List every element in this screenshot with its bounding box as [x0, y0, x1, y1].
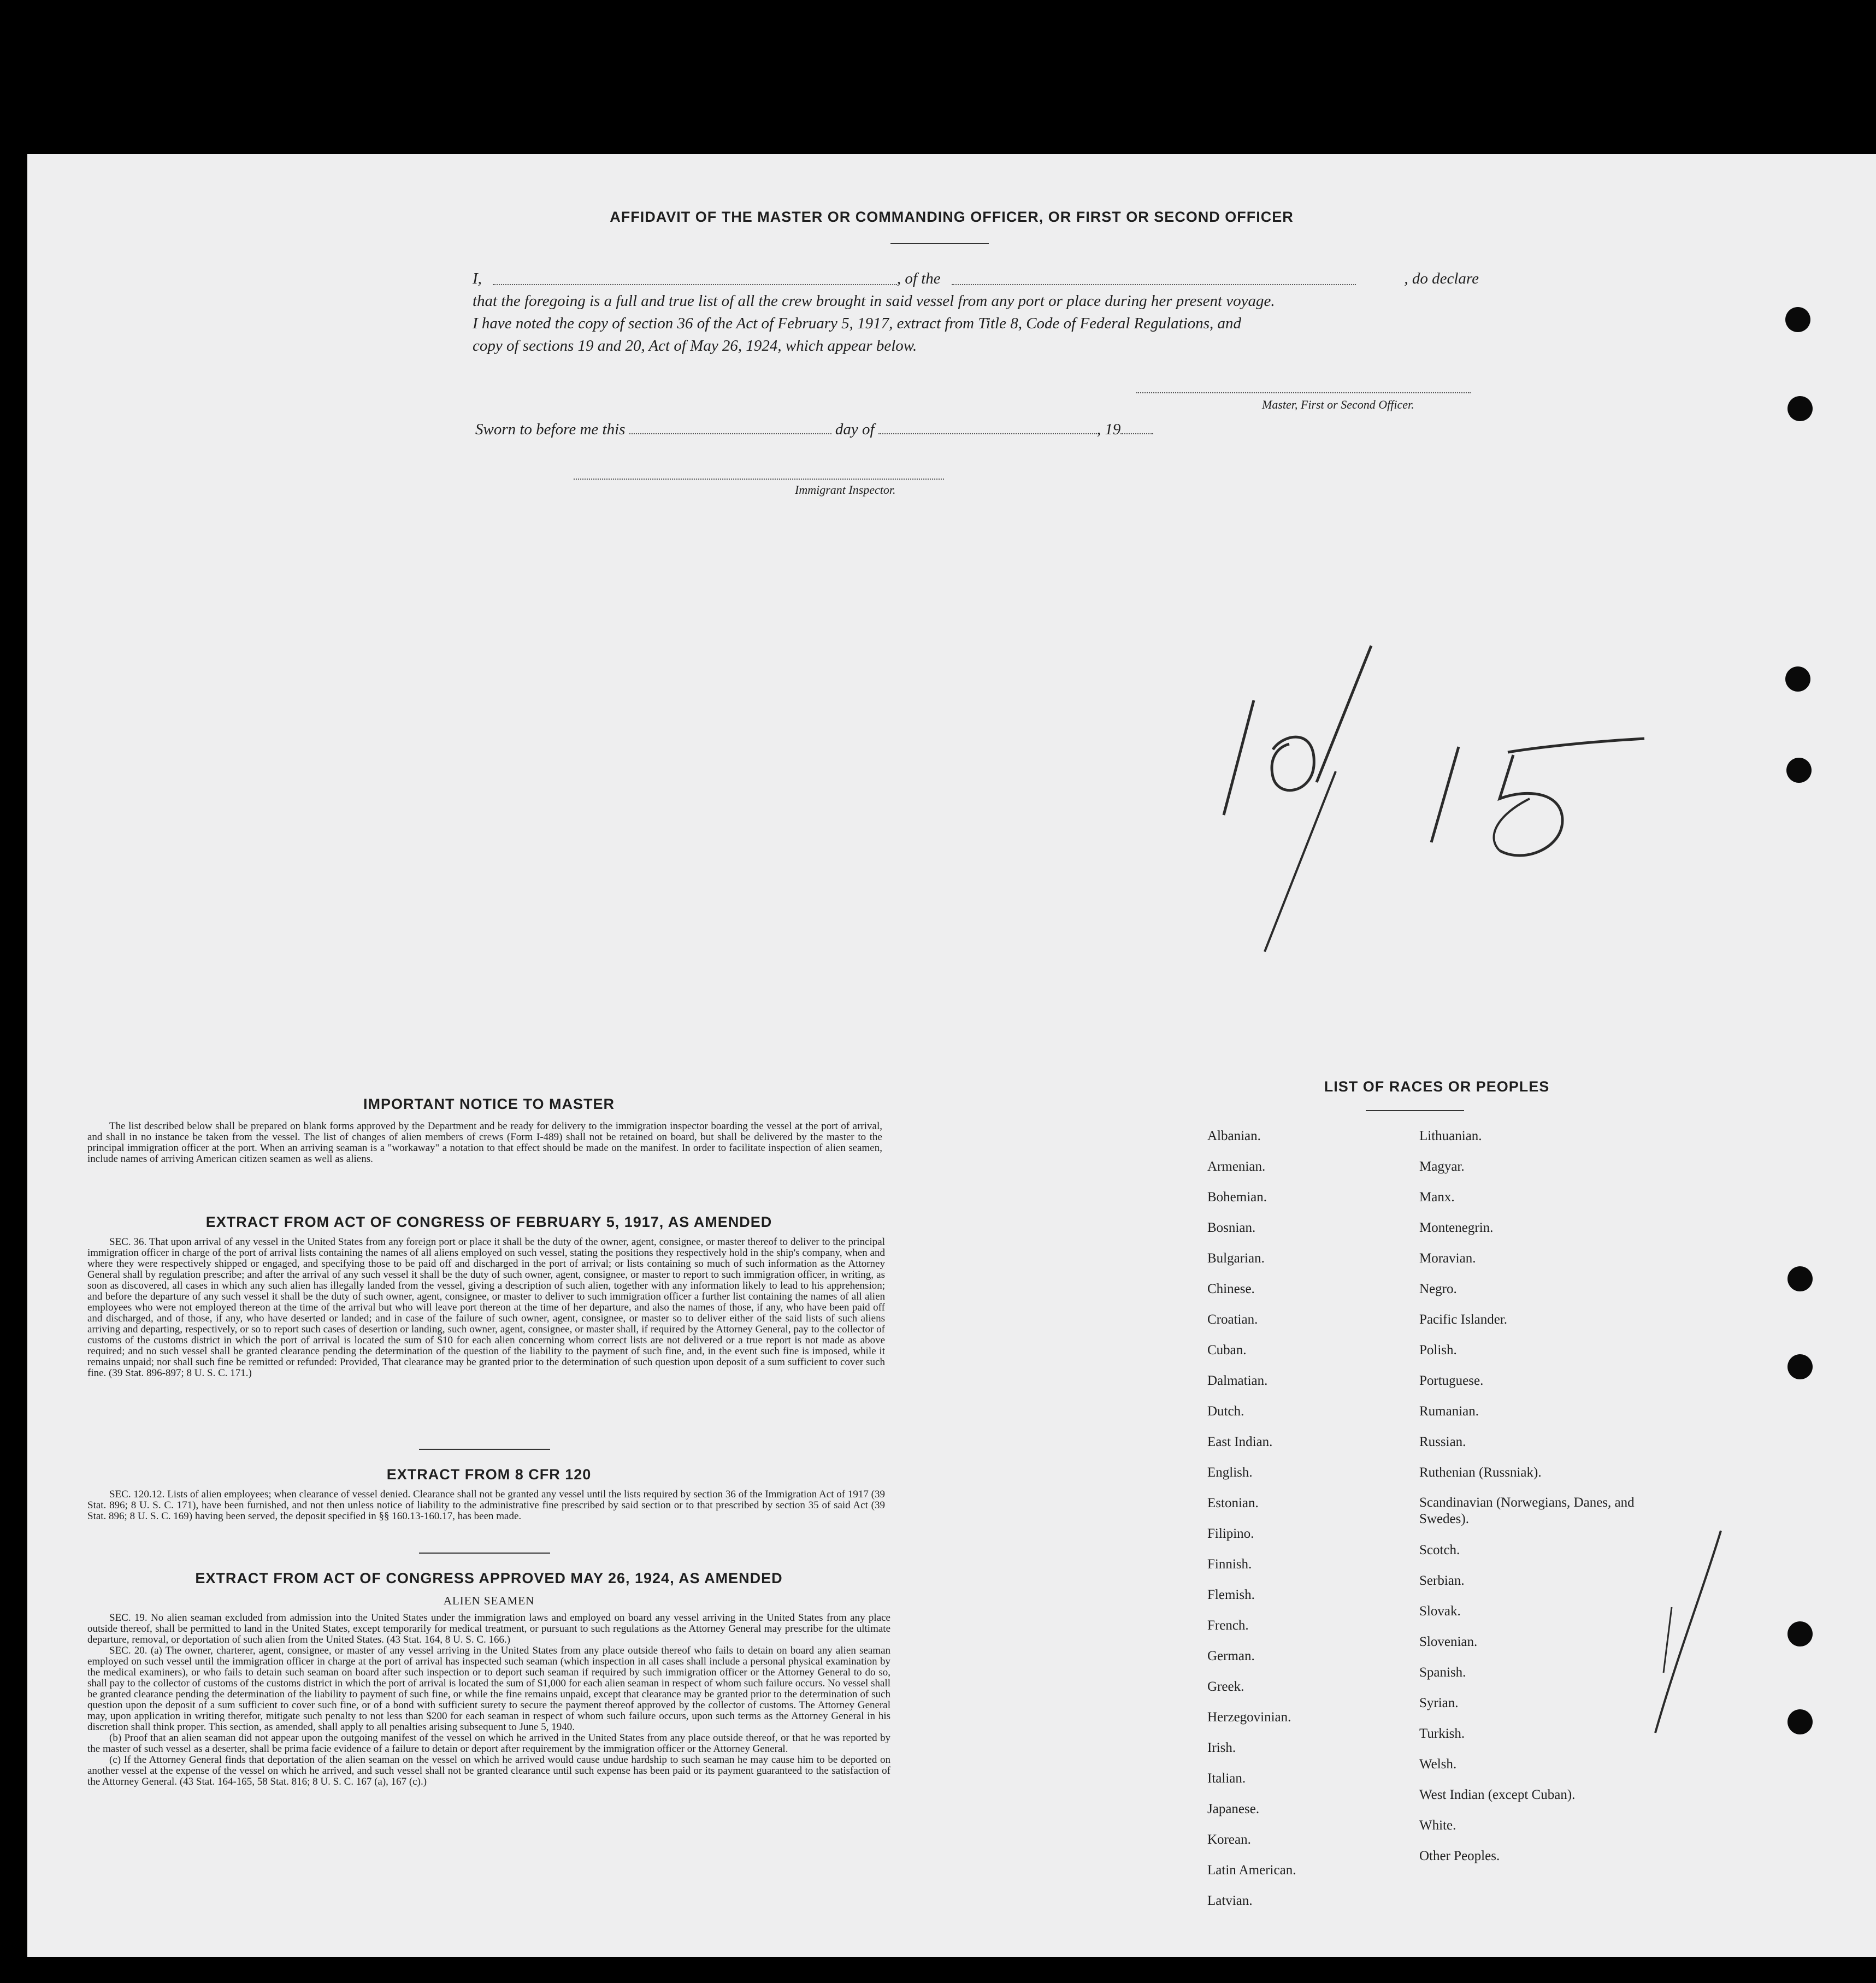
race-item: Armenian.	[1207, 1159, 1266, 1174]
declarant-prefix: I,	[473, 270, 482, 287]
affidavit-line-1	[473, 268, 1479, 290]
handwritten-mark-stroke	[1633, 1520, 1743, 1749]
affidavit-text	[473, 268, 1479, 357]
race-item: Slovenian.	[1419, 1634, 1478, 1649]
race-item: Japanese.	[1207, 1802, 1260, 1816]
divider-2	[419, 1553, 550, 1554]
race-item: Latvian.	[1207, 1893, 1253, 1908]
extract-1924-title: EXTRACT FROM ACT OF CONGRESS APPROVED MAY 26, 1924, AS AMENDED	[195, 1570, 783, 1586]
races-rule	[1366, 1110, 1464, 1111]
race-item: French.	[1207, 1618, 1249, 1633]
race-item: Flemish.	[1207, 1587, 1255, 1602]
race-item: Spanish.	[1419, 1665, 1466, 1680]
race-item: Dalmatian.	[1207, 1373, 1268, 1388]
vessel-name-field[interactable]	[952, 268, 1356, 285]
race-item: Rumanian.	[1419, 1404, 1479, 1419]
notice-title: IMPORTANT NOTICE TO MASTER	[363, 1096, 615, 1112]
race-item: West Indian (except Cuban).	[1419, 1787, 1576, 1802]
race-item: Chinese.	[1207, 1282, 1255, 1296]
extract-cfr-title: EXTRACT FROM 8 CFR 120	[386, 1466, 592, 1483]
race-item: Turkish.	[1419, 1726, 1465, 1741]
race-item: Croatian.	[1207, 1312, 1258, 1327]
year-prefix-text: , 19	[1096, 421, 1121, 438]
race-item: Scandinavian (Norwegians, Danes, and Swedes).	[1419, 1495, 1635, 1526]
race-item: Bosnian.	[1207, 1220, 1256, 1235]
race-item: Greek.	[1207, 1679, 1244, 1694]
punch-hole	[1786, 758, 1812, 783]
race-item: German.	[1207, 1649, 1255, 1663]
race-item: Montenegrin.	[1419, 1220, 1494, 1235]
punch-hole	[1787, 1354, 1813, 1379]
punch-hole	[1787, 1266, 1813, 1291]
affidavit-line-4: copy of sections 19 and 20, Act of May 26, 1924, which appear below.	[473, 337, 917, 355]
race-item: Bulgarian.	[1207, 1251, 1265, 1266]
race-item: Finnish.	[1207, 1557, 1252, 1572]
race-item: Albanian.	[1207, 1129, 1261, 1143]
race-item: Scotch.	[1419, 1543, 1460, 1557]
race-item: Irish.	[1207, 1740, 1236, 1755]
extract-1917-title: EXTRACT FROM ACT OF CONGRESS OF FEBRUARY 5, 1917, AS AMENDED	[205, 1214, 772, 1230]
race-item: Welsh.	[1419, 1757, 1457, 1772]
form-sheet	[27, 154, 1876, 1957]
race-item: Filipino.	[1207, 1526, 1254, 1541]
race-item: Moravian.	[1419, 1251, 1476, 1266]
extract-1917-body: SEC. 36. That upon arrival of any vessel in the United States from any foreign port or place it shall be the duty of the owner, agent, consignee, or master thereof to deliver to the principal immigration officer in charge of the port of arrival lists containing the names of all aliens employed on such vessel, stating the positions they respectively hold in the ship's company, when and where they were respectively shipped or engaged, and specifying those to be paid off and discharged in the port of arrival; or lists containing so much of such information as the Attorney General shall by regulation prescribe; and after the arrival of any such vessel it shall be the duty of such owner, agent, consignee, or master to report to such immigration officer, in writing, as soon as discovered, all cases in which any such alien has illegally landed from the vessel, giving a description of such alien, together with any information likely to lead to his apprehension; and before the departure of any such vessel it shall be the duty of such owner, agent, consignee, or master to deliver to such immigration officer a further list containing the names of all alien employees who were not employed thereon at the time of the arrival but who will leave port thereon at the time of her departure, and also the names of those, if any, who have been paid off and discharged, and of those, if any, who have deserted or landed; and in case of the failure of such owner, agent, consignee, or master so to deliver either of the said lists of such aliens arriving and departing, respectively, or so to report such cases of desertion or landing, such owner, agent, consignee, or master shall, if required by the Attorney General, pay to the collector of customs of the customs district in which the port of arrival is located the sum of $10 for each alien concerning whom correct lists are not delivered or a true report is not made as above required; and no such vessel shall be granted clearance pending the determination of the question of the liability to the payment of such fine, and, in the event such fine is imposed, while it remains unpaid; nor shall such fine be remitted or refunded: Provided, That clearance may be granted prior to the determination of such question upon deposit of a sum sufficient to cover such fine. (39 Stat. 896-897; 8 U. S. C. 171.)	[87, 1236, 885, 1379]
race-item: Lithuanian.	[1419, 1129, 1482, 1143]
sec-20b: (b) Proof that an alien seaman did not appear upon the outgoing manifest of the vessel on which he arrived in the United States from any place outside thereof, or that he was reported by the master of such vessel as a deserter, shall be prima facie evidence of a failure to detain or deport after requirement by the immigration officer or the Attorney General.	[87, 1732, 890, 1755]
master-signature-label: Master, First or Second Officer.	[1262, 398, 1414, 411]
sec-19: SEC. 19. No alien seaman excluded from admission into the United States under the immigration laws and employed on board any vessel arriving in the United States from any place outside thereof, shall be permitted to land in the United States, except temporarily for medical treatment, or pursuant to such regulations as the Attorney General may prescribe for the ultimate departure, removal, or deportation of such alien from the United States. (43 Stat. 164, 8 U. S. C. 166.)	[87, 1612, 890, 1645]
race-item: Cuban.	[1207, 1343, 1247, 1358]
race-item: East Indian.	[1207, 1435, 1273, 1449]
alien-seamen-subtitle: ALIEN SEAMEN	[443, 1594, 535, 1607]
sworn-line	[475, 418, 1153, 441]
race-item: Latin American.	[1207, 1863, 1296, 1878]
do-declare-text: , do declare	[1404, 270, 1479, 287]
declarant-name-field[interactable]	[493, 268, 897, 285]
races-column-1	[1207, 1121, 1404, 1916]
divider-1	[419, 1449, 550, 1450]
punch-hole	[1787, 396, 1813, 421]
sec-20a: SEC. 20. (a) The owner, charterer, agent, consignee, or master of any vessel arriving in the United States from any place outside thereof who fails to detain on board any alien seaman employed on such vessel until the immigration officer in charge at the port of arrival has inspected such seaman (which inspection in all cases shall include a personal physical examination by the medical examiners), or who fails to detain such seaman on board after such inspection or to deport such seaman if required by such immigration officer or the Attorney General to do so, shall pay to the collector of customs of the customs district in which the port of arrival is located the sum of $1,000 for each alien seaman in respect of whom such failure occurs. No vessel shall be granted clearance pending the determination of the liability to payment of such fine, or while the fine remains unpaid, except that clearance may be granted prior to the determination of such question upon the deposit of a sum sufficient to cover such fine, or of a bond with sufficient surety to secure the payment thereof approved by the collector of customs. The Attorney General may, upon application in writing therefor, mitigate such penalty to not less than $200 for each seaman in respect of whom such failure occurs, upon such terms as the Attorney General in his discretion shall think proper. This section, as amended, shall apply to all penalties arising subsequent to June 5, 1940.	[87, 1645, 890, 1733]
notice-body: The list described below shall be prepared on blank forms approved by the Department and be ready for delivery to the immigration inspector boarding the vessel at the port of arrival, and shall in no instance be taken from the vessel. The list of changes of alien members of crews (Form I-489) shall not be retained on board, but shall be delivered by the master to the principal immigration officer at the port. When an arriving seaman is a "workaway" a notation to that effect should be made on the manifest. In order to facilitate inspection of alien seamen, include names of arriving American citizen seamen as well as aliens.	[87, 1120, 882, 1165]
race-item: Negro.	[1419, 1282, 1457, 1296]
title-rule	[890, 243, 989, 244]
race-item: Pacific Islander.	[1419, 1312, 1508, 1327]
race-item: Korean.	[1207, 1832, 1251, 1847]
race-item: Estonian.	[1207, 1496, 1259, 1510]
race-item: Serbian.	[1419, 1573, 1465, 1588]
sworn-month-field[interactable]	[878, 420, 1097, 434]
sworn-text: Sworn to before me this	[475, 421, 626, 438]
affidavit-title: AFFIDAVIT OF THE MASTER OR COMMANDING OFFICER, OR FIRST OR SECOND OFFICER	[610, 209, 1294, 225]
races-column-2	[1419, 1121, 1649, 1872]
of-the-text: , of the	[896, 270, 941, 287]
race-item: Italian.	[1207, 1771, 1246, 1786]
handwritten-date	[1202, 635, 1694, 984]
punch-hole	[1785, 307, 1810, 332]
sworn-day-field[interactable]	[629, 420, 831, 434]
races-title: LIST OF RACES OR PEOPLES	[1324, 1078, 1550, 1095]
race-item: Slovak.	[1419, 1604, 1461, 1619]
race-item: Ruthenian (Russniak).	[1419, 1465, 1542, 1480]
punch-hole	[1787, 1621, 1813, 1646]
race-item: English.	[1207, 1465, 1253, 1480]
race-item: Other Peoples.	[1419, 1849, 1500, 1863]
handwritten-mark	[1633, 1520, 1743, 1749]
extract-1924-body	[87, 1613, 890, 1787]
punch-hole	[1787, 1709, 1813, 1734]
day-of-text: day of	[835, 421, 875, 438]
handwritten-date-strokes	[1202, 635, 1694, 984]
sec-20c: (c) If the Attorney General finds that deportation of the alien seaman on the vessel on which he arrived would cause undue hardship to such seaman he may cause him to be deported on another vessel at the expense of the vessel on which he arrived, and such vessel shall not be granted clearance until such expense has been paid or its payment guaranteed to the satisfaction of the Attorney General. (43 Stat. 164-165, 58 Stat. 816; 8 U. S. C. 167 (a), 167 (c).)	[87, 1754, 890, 1787]
inspector-label: Immigrant Inspector.	[795, 483, 896, 497]
affidavit-line-2: that the foregoing is a full and true list of all the crew brought in said vessel from any port or place during her present voyage.	[473, 292, 1275, 310]
extract-cfr-body: SEC. 120.12. Lists of alien employees; when clearance of vessel denied. Clearance shall not be granted any vessel until the lists required by section 36 of the Immigration Act of 1917 (39 Stat. 896; 8 U. S. C. 171), have been furnished, and not then unless notice of liability to the administrative fine prescribed by said section or to that prescribed by section 35 of said Act (39 Stat. 896; 8 U. S. C. 169) having been served, the deposit specified in §§ 160.13-160.17, has been made.	[87, 1489, 885, 1522]
race-item: Russian.	[1419, 1435, 1466, 1449]
race-item: White.	[1419, 1818, 1456, 1833]
race-item: Polish.	[1419, 1343, 1457, 1358]
sworn-year-field[interactable]	[1120, 420, 1153, 434]
race-item: Magyar.	[1419, 1159, 1465, 1174]
race-item: Herzegovinian.	[1207, 1710, 1291, 1725]
punch-hole	[1785, 666, 1810, 692]
race-item: Manx.	[1419, 1190, 1455, 1205]
affidavit-line-3: I have noted the copy of section 36 of the Act of February 5, 1917, extract from Title 8, Code of Federal Regulations, and	[473, 315, 1242, 332]
race-item: Portuguese.	[1419, 1373, 1484, 1388]
race-item: Syrian.	[1419, 1696, 1459, 1710]
race-item: Dutch.	[1207, 1404, 1244, 1419]
race-item: Bohemian.	[1207, 1190, 1267, 1205]
